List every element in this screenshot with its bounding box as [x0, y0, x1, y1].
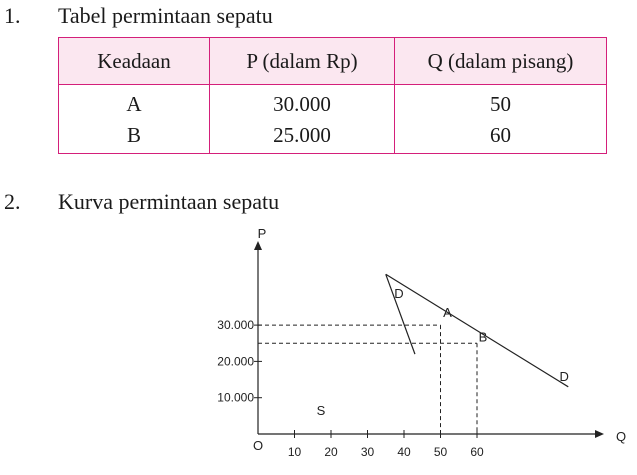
y-axis-label: P [257, 226, 267, 241]
table-header-quantity: Q (dalam pisang) [395, 38, 607, 85]
point-label-group [443, 305, 487, 344]
x-axis-label: Q [615, 429, 627, 444]
x-tick-label: 10 [287, 445, 302, 459]
supply-label: S [316, 403, 326, 418]
x-tick-label: 50 [433, 445, 448, 459]
section-1-title: Tabel permintaan sepatu [58, 3, 273, 28]
table-header-price: P (dalam Rp) [210, 38, 395, 85]
demand-curve-line [386, 274, 569, 387]
table-cell: 30.000 [210, 85, 395, 121]
y-tick-label: 10.000 [217, 390, 254, 405]
guide-line-group [258, 325, 477, 434]
demand-curve-label: D [559, 368, 569, 384]
curve-group [386, 274, 569, 387]
demand-curve-label-steep: D [394, 286, 404, 301]
point-label: B [478, 329, 488, 345]
table-cell: A [59, 85, 210, 121]
origin-label: O [252, 438, 264, 453]
section-1-number: 1. [4, 3, 21, 28]
x-tick-label: 30 [360, 445, 375, 459]
point-label: A [443, 305, 452, 321]
y-tick-label: 20.000 [217, 354, 254, 369]
table-cell: 25.000 [210, 120, 395, 154]
y-tick-label: 30.000 [217, 318, 254, 333]
section-2-title: Kurva permintaan sepatu [58, 189, 280, 214]
x-tick-label: 60 [470, 445, 484, 459]
table-cell: 60 [395, 120, 607, 154]
x-tick-label: 20 [324, 445, 338, 459]
x-tick-label: 40 [397, 445, 411, 459]
section-2-number: 2. [4, 189, 21, 214]
table-cell: B [59, 120, 210, 154]
table-cell: 50 [395, 85, 607, 121]
table-header-keadaan: Keadaan [59, 38, 210, 85]
y-tick-group [217, 318, 262, 405]
